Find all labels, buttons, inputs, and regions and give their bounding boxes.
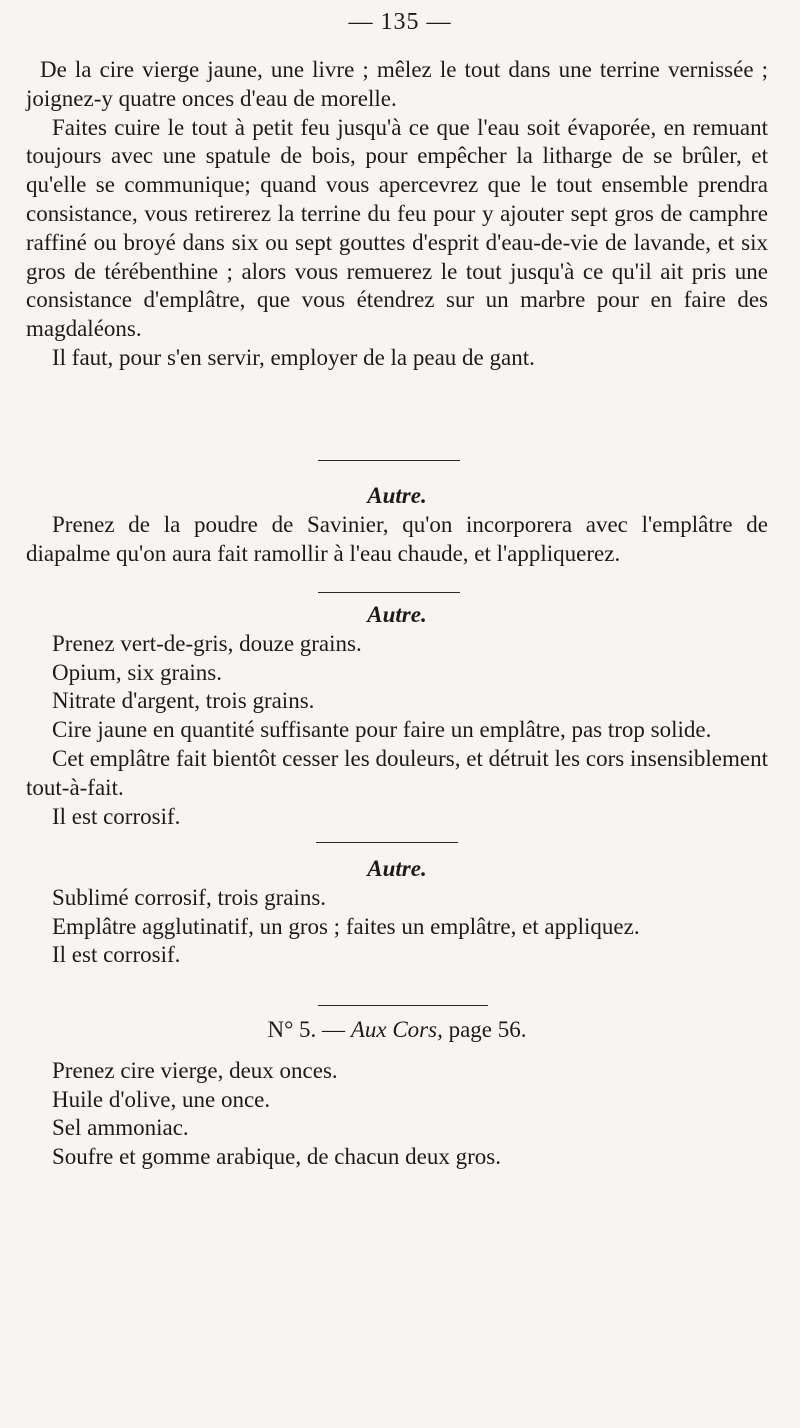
section-divider — [316, 842, 458, 843]
section-2 — [26, 482, 768, 568]
ingredient-line: Sublimé corrosif, trois grains. — [52, 884, 327, 910]
ingredient-line: Opium, six grains. — [52, 659, 222, 685]
paragraph: Il faut, pour s'en servir, employer de la peau de gant. — [52, 344, 535, 370]
section-title: Autre. — [367, 856, 427, 881]
ingredient-line: Sel ammoniac. — [52, 1115, 189, 1141]
page-reference: page 56. — [448, 1017, 527, 1042]
section-title: Autre. — [367, 483, 427, 508]
section-1 — [26, 56, 768, 373]
ingredient-line: Nitrate d'argent, trois grains. — [52, 688, 315, 714]
paragraph: Cire jaune en quantité suffisante pour faire un emplâtre, pas trop solide. — [52, 717, 712, 743]
section-divider — [318, 592, 460, 593]
ingredient-line: Prenez cire vierge, deux onces. — [52, 1057, 338, 1083]
note-line: Il est corrosif. — [52, 803, 181, 829]
paragraph: Emplâtre agglutinatif, un gros ; faites un emplâtre, et appliquez. — [52, 913, 640, 939]
section-divider — [318, 460, 460, 461]
paragraph: Cet emplâtre fait bientôt cesser les douleurs, et détruit les cors insensiblement tout-à-fait. — [26, 745, 768, 800]
recipe-heading — [26, 1016, 768, 1045]
ingredient-line: Huile d'olive, une once. — [52, 1086, 271, 1112]
section-4 — [26, 855, 768, 970]
note-line: Il est corrosif. — [52, 942, 181, 968]
section-title: Autre. — [367, 602, 427, 627]
recipe-title: Aux Cors, — [350, 1017, 443, 1042]
section-divider — [318, 1005, 488, 1006]
ingredient-line: Soufre et gomme arabique, de chacun deux gros. — [52, 1144, 501, 1170]
paragraph: Faites cuire le tout à petit feu jusqu'à ce que l'eau soit évaporée, en remuant toujours avec une spatule de bois, pour empêcher la litharge de se brûler, et qu'elle se communique; quand vous apercevrez que le tout ensemble prendra consistance, vous retirerez la terrine du feu pour y ajouter sept gros de camphre raffiné ou broyé dans six ou sept gouttes d'esprit d'eau-de-vie de lavande, et six gros de térébenthine ; alors vous remuerez le tout jusqu'à ce qu'il ait pris une consistance d'emplâtre, que vous étendrez sur un marbre pour en faire des magdaléons. — [26, 114, 768, 342]
section-5 — [26, 1016, 768, 1172]
section-3 — [26, 601, 768, 831]
ingredient-line: Prenez vert-de-gris, douze grains. — [52, 630, 362, 656]
page-number: — 135 — — [348, 9, 452, 35]
paragraph: Prenez de la poudre de Savinier, qu'on incorporera avec l'emplâtre de diapalme qu'on aura fait ramollir à l'eau chaude, et l'appliquerez. — [26, 511, 768, 566]
paragraph: De la cire vierge jaune, une livre ; mêlez le tout dans une terrine vernissée ; joignez-y quatre onces d'eau de morelle. — [26, 57, 768, 111]
recipe-number: N° 5. — — [267, 1017, 346, 1042]
